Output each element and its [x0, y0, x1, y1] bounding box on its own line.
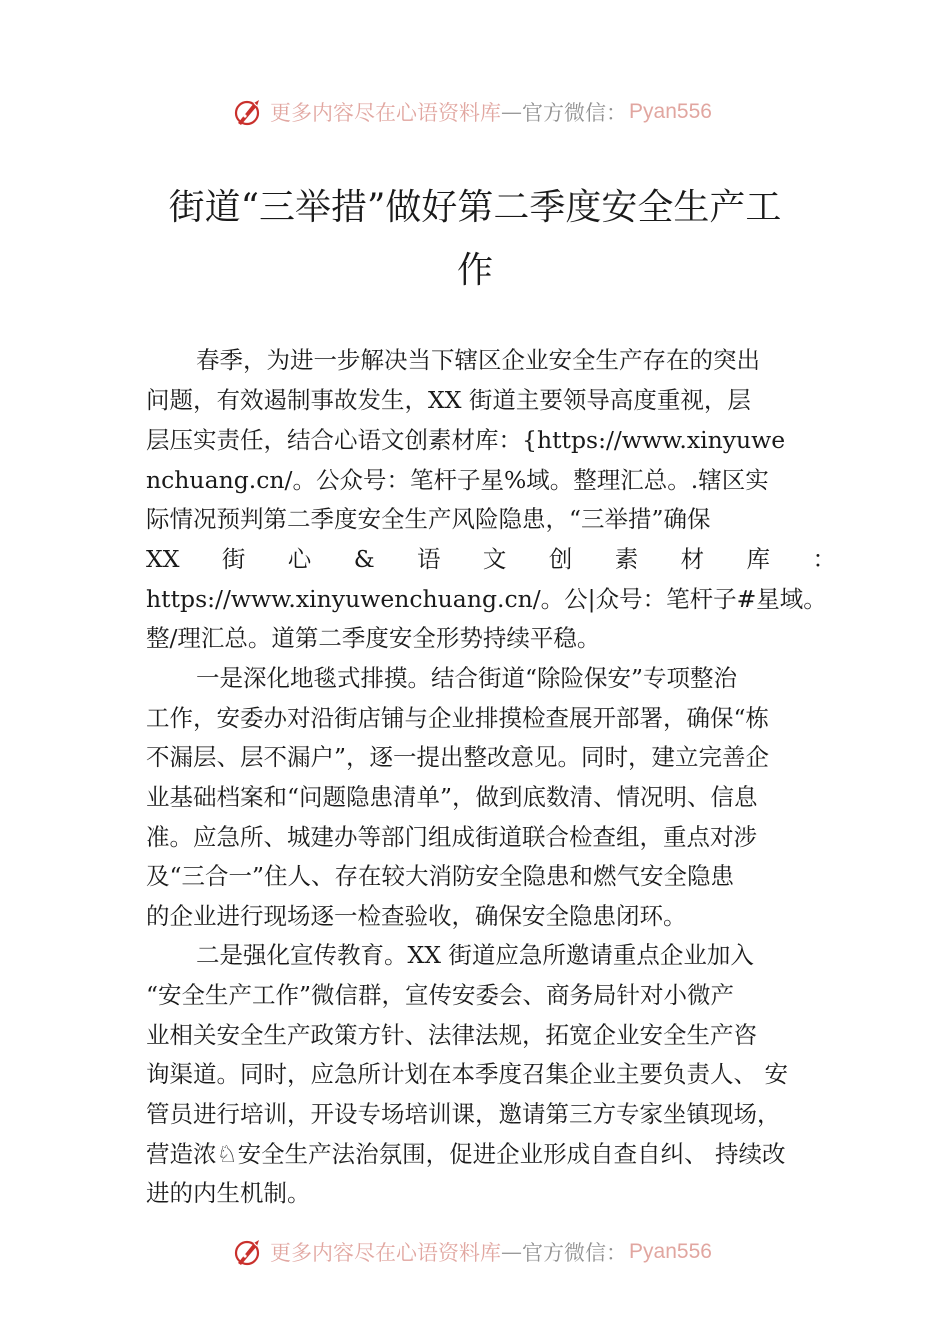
body-line: 工作，安委办对沿街店铺与企业排摸检查展开部署，确保“栋 [146, 704, 770, 732]
footer-banner [0, 1232, 950, 1272]
body-line: 不漏层、层不漏户”，逐一提出整改意见。同时，建立完善企 [146, 743, 770, 771]
pen-nib-logo-icon [232, 95, 266, 129]
body-line: 业基础档案和“问题隐患清单”，做到底数清、情况明、信息 [146, 783, 758, 811]
body-line-token: 创 [548, 545, 573, 573]
body-line: 准。应急所、城建办等部门组成街道联合检查组，重点对涉 [146, 823, 757, 851]
body-line-token: 素 [614, 545, 639, 573]
banner-wechat-label: 官方微信： [522, 101, 628, 125]
banner-text: 更多内容尽在心语资料库 [270, 1241, 502, 1265]
body-line: 一是深化地毯式排摸。结合街道“除险保安”专项整治 [196, 664, 738, 692]
body-line-token: ： [812, 545, 836, 573]
body-line: 整/理汇总。道第二季度安全形势持续平稳。 [146, 624, 601, 652]
body-line-token: 心 [287, 545, 312, 573]
body-line-token: & [353, 545, 375, 573]
body-line: nchuang.cn/。公众号：笔杆子星%域。整理汇总。.辖区实 [146, 466, 769, 494]
body-line: 二是强化宣传教育。XX 街道应急所邀请重点企业加入 [196, 941, 754, 969]
body-line: 的企业进行现场逐一检查验收，确保安全隐患闭环。 [146, 902, 687, 930]
banner-wechat-id: Pyan556 [629, 100, 712, 123]
body-line: 际情况预判第二季度安全生产风险隐患，“三举措”确保 [146, 505, 711, 533]
body-line: 进的内生机制。 [146, 1179, 311, 1207]
body-line-token: 语 [417, 545, 441, 573]
pen-nib-logo-icon [232, 1235, 266, 1269]
body-line-token: 库 [746, 545, 771, 573]
body-line: 及“三合一”住人、存在较大消防安全隐患和燃气安全隐患 [146, 862, 735, 890]
body-line: 问题，有效遏制事故发生，XX 街道主要领导高度重视，层 [146, 386, 751, 414]
body-line-token: 街 [221, 545, 246, 573]
body-line-token: 文 [482, 545, 507, 573]
document-title-line-2: 作 [456, 250, 493, 291]
banner-separator: — [501, 100, 523, 124]
body-line: https://www.xinyuwenchuang.cn/。公|众号：笔杆子#星域。 [146, 585, 827, 613]
body-line: 层压实责任，结合心语文创素材库：{https://www.xinyuwe [146, 426, 786, 454]
body-line-token: XX [146, 545, 180, 573]
body-line: “安全生产工作”微信群，宣传安委会、商务局针对小微产 [146, 981, 735, 1009]
body-line: 营造浓♘安全生产法治氛围，促进企业形成自查自纠、 持续改 [146, 1140, 786, 1168]
banner-text: 更多内容尽在心语资料库 [270, 101, 502, 125]
banner-separator: — [501, 1240, 523, 1264]
banner-wechat-label: 官方微信： [522, 1241, 628, 1265]
body-line-justified [146, 539, 836, 579]
body-line: 春季，为进一步解决当下辖区企业安全生产存在的突出 [196, 346, 760, 374]
header-banner [0, 92, 950, 132]
body-line: 业相关安全生产政策方针、法律法规，拓宽企业安全生产咨 [146, 1021, 757, 1049]
banner-wechat-id: Pyan556 [629, 1240, 712, 1263]
body-line: 询渠道。同时，应急所计划在本季度召集企业主要负责人、 安 [146, 1060, 788, 1088]
document-title-line-1: 街道“三举措”做好第二季度安全生产工 [168, 187, 782, 228]
body-line-token: 材 [680, 545, 705, 573]
body-line: 管员进行培训，开设专场培训课，邀请第三方专家坐镇现场， [146, 1100, 781, 1128]
